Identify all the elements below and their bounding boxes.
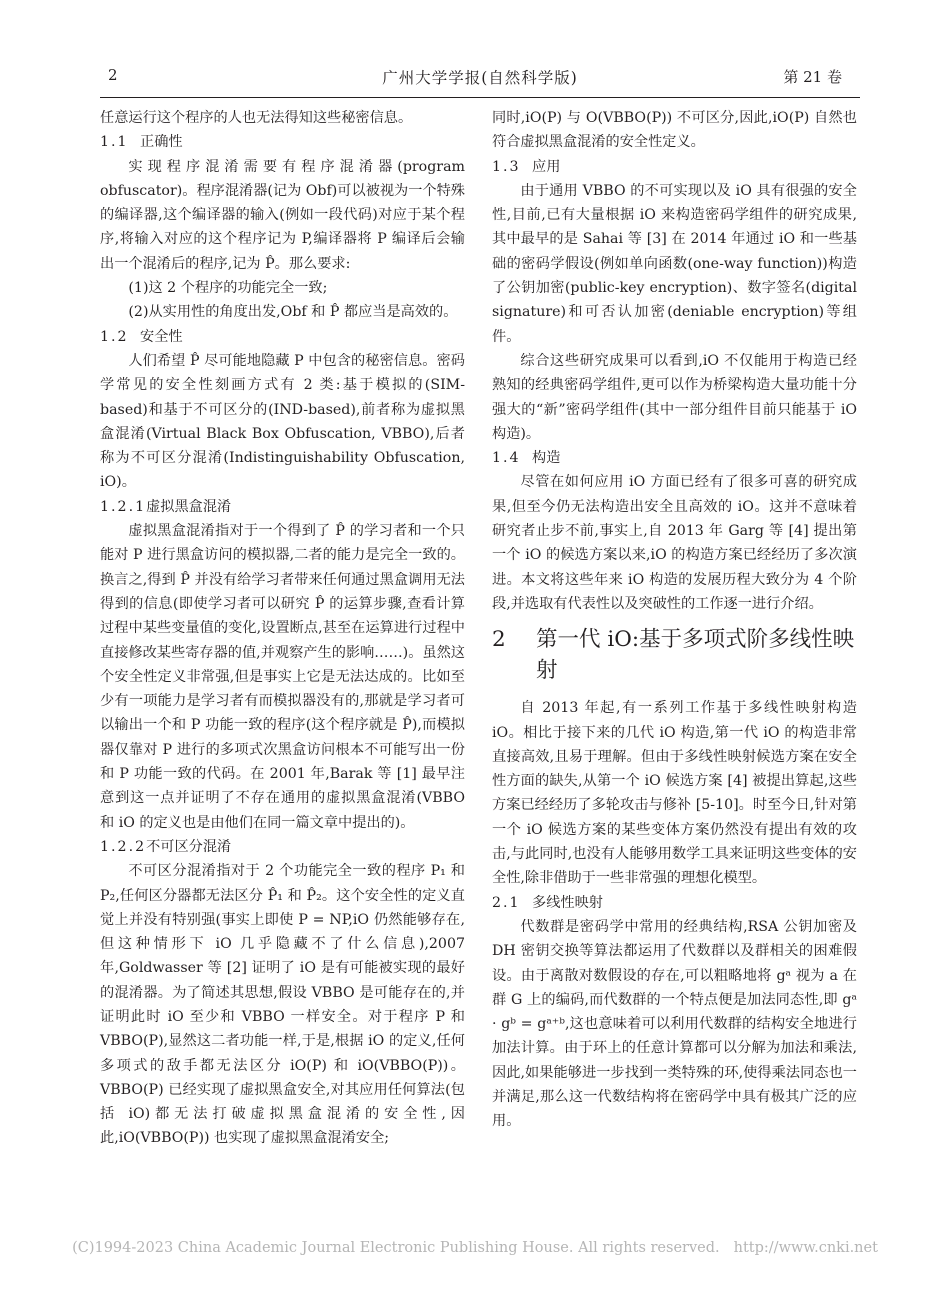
paragraph: 任意运行这个程序的人也无法得知这些秘密信息。 [100, 110, 413, 126]
section-title: 构造 [532, 450, 561, 467]
subsection-heading-1-1 [100, 130, 465, 154]
journal-title: 广州大学学报(自然科学版) [382, 69, 578, 87]
paragraph: 由于通用 VBBO 的不可实现以及 iO 具有很强的安全性,目前,已有大量根据 iO 来构造密码学组件的研究成果,其中最早的是 Sahai 等 [3] 在 2014 年通过 iO 和一些基础的密码学假设(例如单向函数(one-way function))构造了公钥加密(public-key encryption)、数字签名(digital signature)和可否认加密(deniable encryption)等组件。 [492, 182, 857, 345]
paragraph: 综合这些研究成果可以看到,iO 不仅能用于构造已经熟知的经典密码学组件,更可以作为桥梁构造大量功能十分强大的“新”密码学组件(其中一部分组件目前只能基于 iO 构造)。 [492, 352, 857, 442]
section-title: 多线性映射 [532, 894, 603, 911]
page-number: 2 [108, 66, 118, 84]
paragraph: 同时,iO(P) 与 O(VBBO(P)) 不可区分,因此,iO(P) 自然也符合虚拟黑盒混淆的安全性定义。 [492, 110, 857, 151]
paragraph: 实现程序混淆需要有程序混淆器(program obfuscator)。程序混淆器(记为 Obf)可以被视为一个特殊的编译器,这个编译器的输入(例如一段代码)对应于某个程序,将输入对应的这个程序记为 P,编译器将 P 编译后会输出一个混淆后的程序,记为 P̂。那么要求: [100, 158, 465, 272]
paragraph: 人们希望 P̂ 尽可能地隐藏 P 中包含的秘密信息。密码学常见的安全性刻画方式有 2 类:基于模拟的(SIM-based)和基于不可区分的(IND-based),前者称为虚拟黑盒混淆(Virtual Black Box Obfuscation, VBBO),后者称为不可区分混淆(Indistinguishability Obfuscation, iO)。 [100, 352, 465, 491]
section-title: 应用 [532, 158, 561, 175]
subsection-heading-1-4 [492, 446, 857, 470]
section-title: 正确性 [140, 134, 183, 151]
section-number: 2 [492, 627, 506, 653]
running-header [100, 66, 860, 92]
section-title: 不可区分混淆 [146, 838, 232, 855]
subsection-heading-2-1 [492, 891, 857, 915]
paragraph: 自 2013 年起,有一系列工作基于多线性映射构造 iO。相比于接下来的几代 iO 构造,第一代 iO 的构造非常直接高效,且易于理解。但由于多线性映射候选方案在安全性方面的缺失,从第一个 iO 候选方案 [4] 被提出算起,这些方案已经经历了多轮攻击与修补 [5-10]。时至今日,针对第一个 iO 候选方案的某些变体方案仍然没有提出有效的攻击,与此同时,也没有人能够用数学工具来证明这些变体的安全性,除非借助于一些非常强的理想化模型。 [492, 700, 857, 887]
right-column [492, 106, 857, 1134]
section-number: 1.2.2 [100, 838, 147, 855]
paragraph: (1)这 2 个程序的功能完全一致; [128, 280, 328, 297]
section-number: 2.1 [492, 894, 521, 911]
volume-label: 第 21 卷 [783, 68, 842, 86]
section-number: 1.2.1 [100, 498, 147, 515]
footer-link[interactable]: http://www.cnki.net [733, 1240, 878, 1256]
paragraph: (2)从实用性的角度出发,Obf 和 P̂ 都应当是高效的。 [128, 304, 458, 321]
section-number: 1.2 [100, 328, 129, 345]
left-column [100, 106, 465, 1151]
cnki-footer [0, 1240, 950, 1256]
subsection-heading-1-2-2 [100, 835, 465, 859]
subsection-heading-1-3 [492, 155, 857, 179]
section-number: 1.1 [100, 134, 129, 151]
section-title: 第一代 iO:基于多项式阶多线性映射 [536, 627, 855, 684]
subsection-heading-1-2-1 [100, 495, 465, 519]
copyright-notice: (C)1994-2023 China Academic Journal Electronic Publishing House. All rights reserved. [72, 1240, 720, 1256]
section-heading-2 [492, 624, 857, 686]
section-number: 1.4 [492, 450, 521, 467]
section-number: 1.3 [492, 158, 521, 175]
paragraph: 代数群是密码学中常用的经典结构,RSA 公钥加密及 DH 密钥交换等算法都运用了代数群以及群相关的困难假设。由于离散对数假设的存在,可以粗略地将 gᵃ 视为 a 在群 G 上的编码,而代数群的一个特点便是加法同态性,即 gᵃ · gᵇ = gᵃ⁺ᵇ,这也意味着可以利用代数群的结构安全地进行加法计算。由于环上的任意计算都可以分解为加法和乘法,因此,如果能够进一步找到一类特殊的环,使得乘法同态也一并满足,那么这一代数结构将在密码学中具有极其广泛的应用。 [492, 918, 857, 1130]
section-title: 虚拟黑盒混淆 [146, 498, 232, 515]
section-title: 安全性 [140, 328, 183, 345]
paragraph: 虚拟黑盒混淆指对于一个得到了 P̂ 的学习者和一个只能对 P 进行黑盒访问的模拟器,二者的能力是完全一致的。换言之,得到 P̂ 并没有给学习者带来任何通过黑盒调用无法得到的信息(即使学习者可以研究 P̂ 的运算步骤,查看计算过程中某些变量值的变化,设置断点,甚至在运算进行过程中直接修改某些寄存器的值,并观察产生的影响……)。虽然这个安全性定义非常强,但是事实上它是无法达成的。比如至少有一项能力是学习者有而模拟器没有的,那就是学习者可以输出一个和 P 功能一致的程序(这个程序就是 P̂),而模拟器仅靠对 P 进行的多项式次黑盒访问根本不可能写出一份和 P 功能一致的代码。在 2001 年,Barak 等 [1] 最早注意到这一点并证明了不存在通用的虚拟黑盒混淆(VBBO 和 iO 的定义也是由他们在同一篇文章中提出的)。 [100, 523, 465, 831]
subsection-heading-1-2 [100, 325, 465, 349]
header-rule [100, 97, 860, 98]
paragraph: 尽管在如何应用 iO 方面已经有了很多可喜的研究成果,但至今仍无法构造出安全且高效的 iO。这并不意味着研究者止步不前,事实上,自 2013 年 Garg 等 [4] 提出第一个 iO 的候选方案以来,iO 的构造方案已经经历了多次演进。本文将这些年来 iO 构造的发展历程大致分为 4 个阶段,并选取有代表性以及突破性的工作逐一进行介绍。 [492, 474, 857, 612]
paragraph: 不可区分混淆指对于 2 个功能完全一致的程序 P₁ 和 P₂,任何区分器都无法区分 P̂₁ 和 P̂₂。这个安全性的定义直觉上并没有特别强(事实上即使 P = NP,iO 仍然能够存在,但这种情形下 iO 几乎隐藏不了什么信息),2007 年,Goldwasser 等 [2] 证明了 iO 是有可能被实现的最好的混淆器。为了简述其思想,假设 VBBO 是可能存在的,并证明此时 iO 至少和 VBBO 一样安全。对于程序 P 和 VBBO(P),显然这二者功能一样,于是,根据 iO 的定义,任何多项式的敌手都无法区分 iO(P) 和 iO(VBBO(P))。VBBO(P) 已经实现了虚拟黑盒安全,对其应用任何算法(包括 iO)都无法打破虚拟黑盒混淆的安全性,因此,iO(VBBO(P)) 也实现了虚拟黑盒混淆安全; [100, 863, 465, 1147]
